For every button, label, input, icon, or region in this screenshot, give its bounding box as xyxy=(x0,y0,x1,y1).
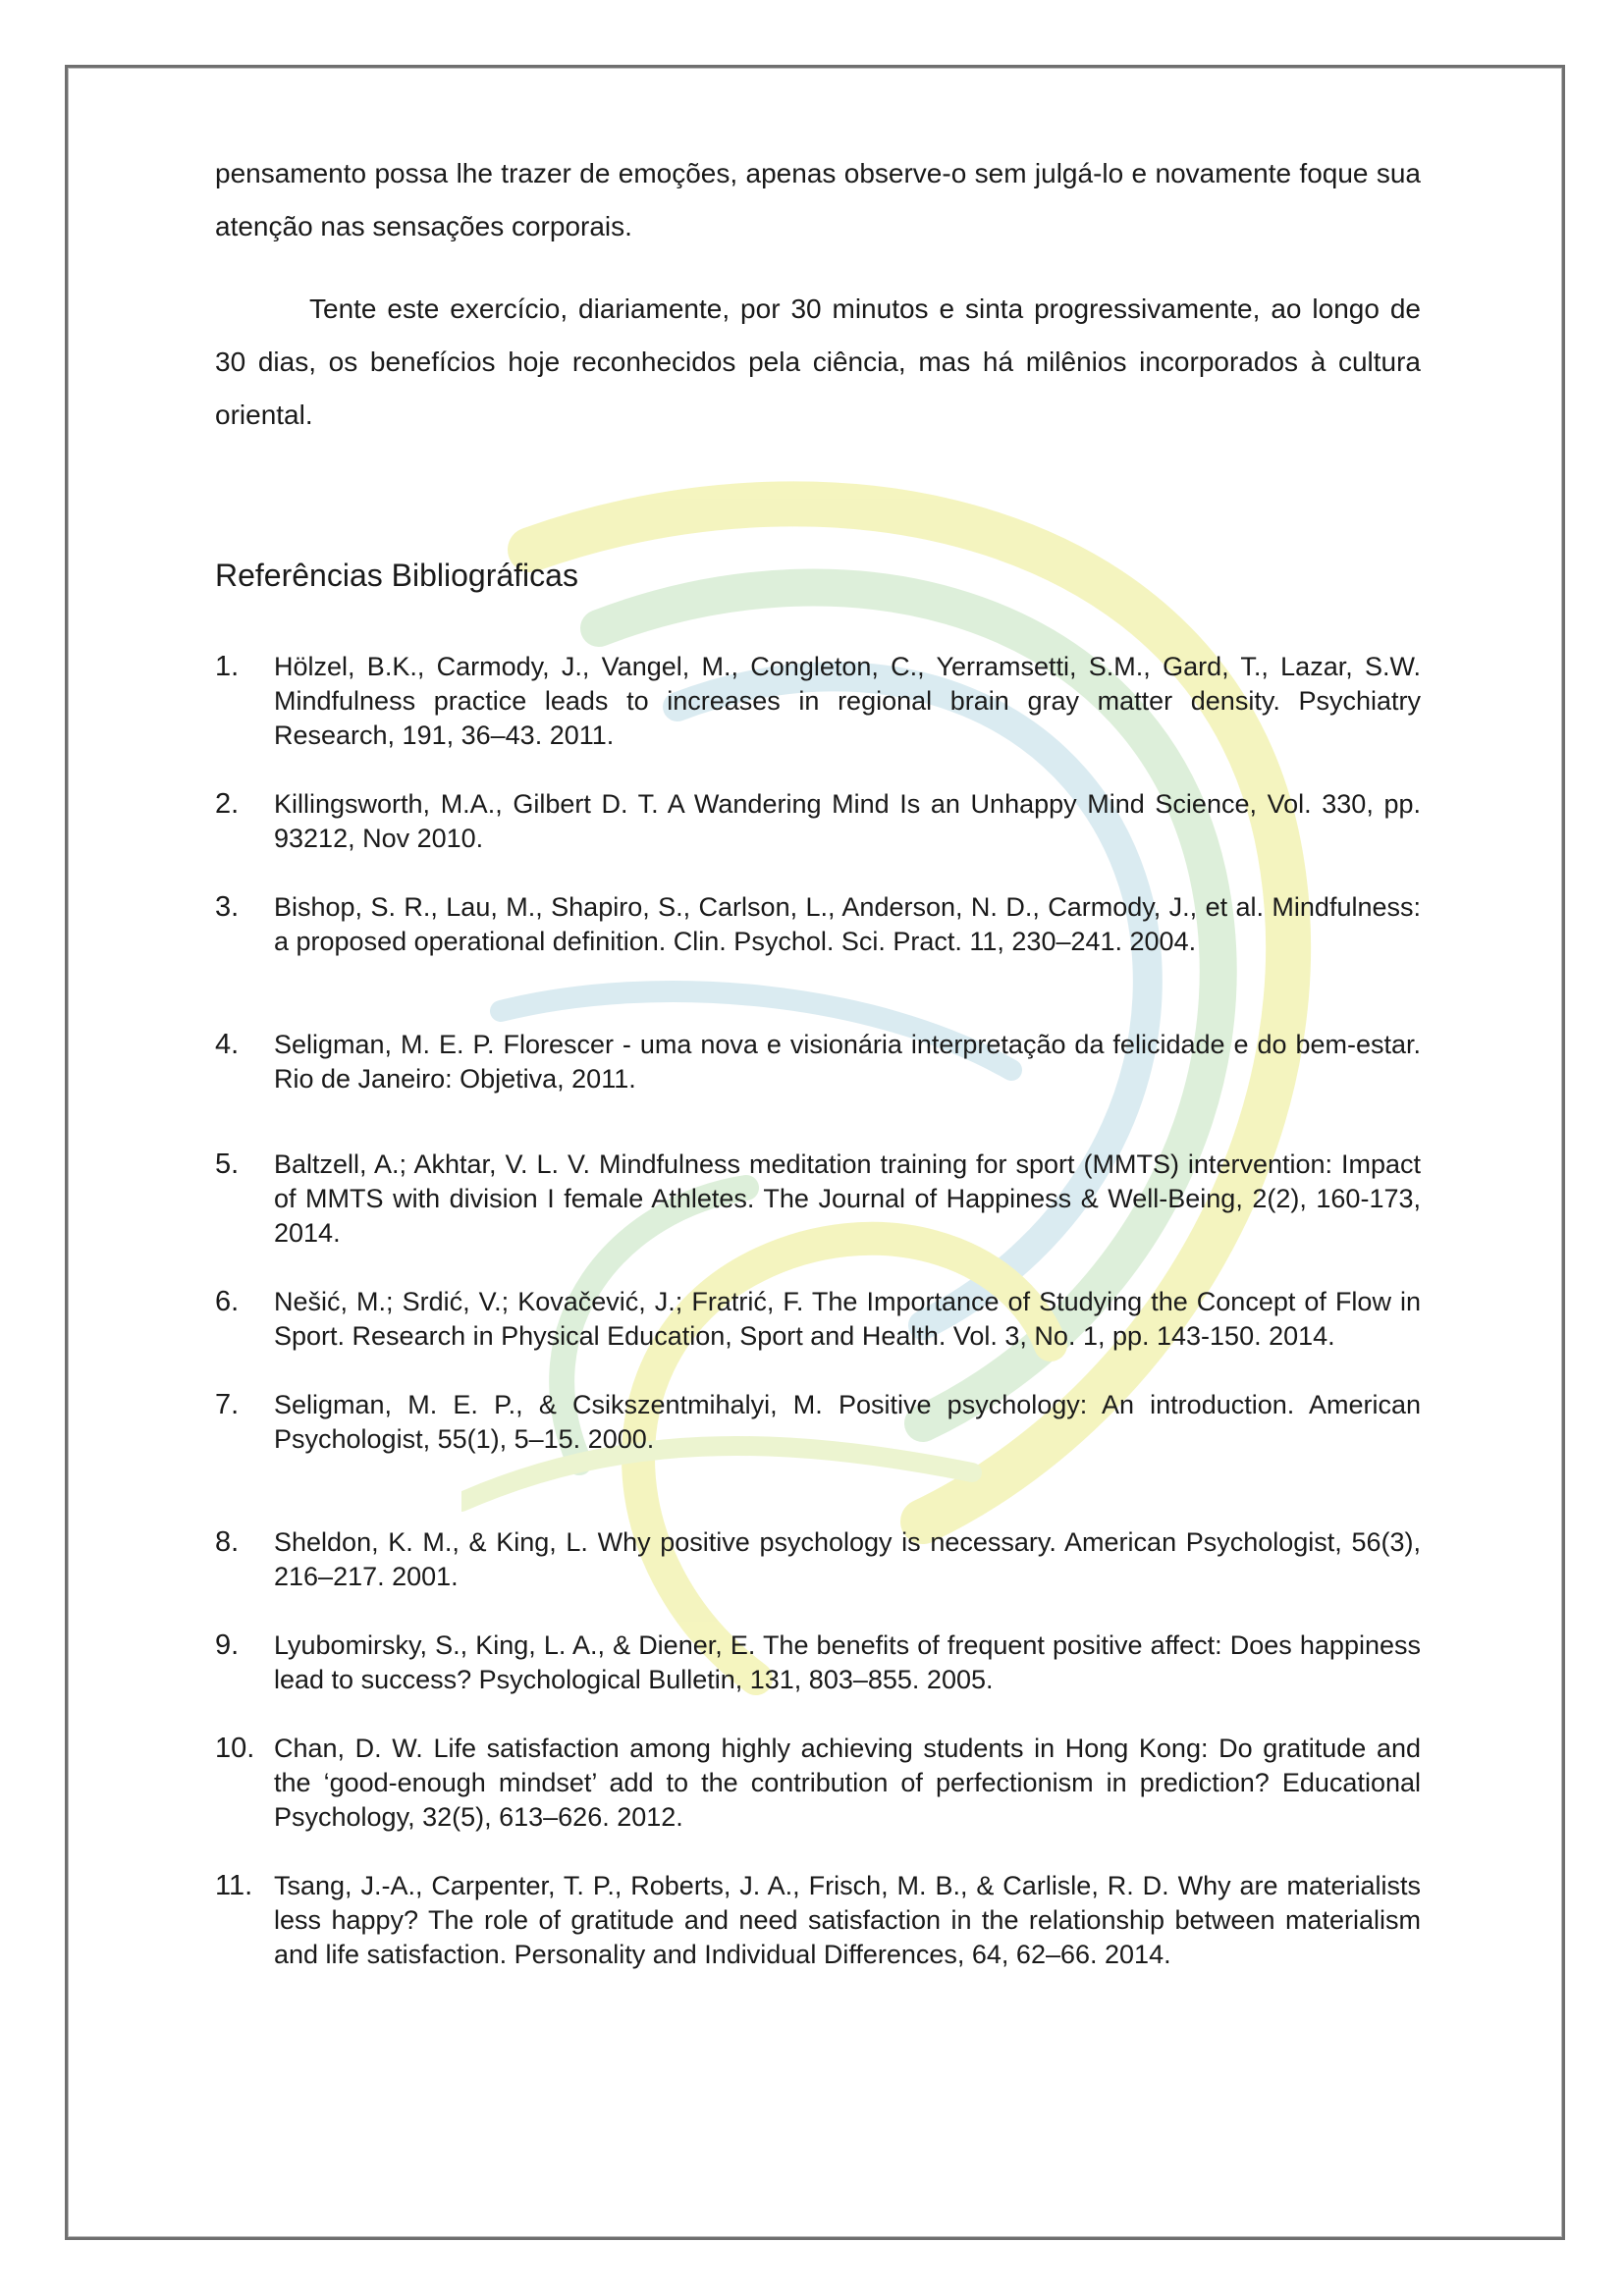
reference-text: Chan, D. W. Life satisfaction among highly achieving students in Hong Kong: Do gratitude and the ‘good-enough mindset’ add to the contribution of perfectionism in prediction? Educational Psychology, 32(5), 613–626. 2012. xyxy=(274,1734,1421,1832)
reference-item xyxy=(215,650,1421,753)
references-heading: Referências Bibliográficas xyxy=(215,558,578,593)
reference-number: 4. xyxy=(215,1029,240,1060)
reference-text: Hölzel, B.K., Carmody, J., Vangel, M., Congleton, C., Yerramsetti, S.M., Gard, T., Lazar, S.W. Mindfulness practice leads to increases in regional brain gray matter density. Psychiatry Research, 191, 36–43. 2011. xyxy=(274,652,1421,750)
body-paragraph-1: pensamento possa lhe trazer de emoções, apenas observe-o sem julgá-lo e novamente foque sua atenção nas sensações corporais. xyxy=(215,158,1421,241)
reference-number: 6. xyxy=(215,1286,240,1317)
reference-item xyxy=(215,1525,1421,1594)
document-content xyxy=(215,147,1421,1972)
references-list xyxy=(215,650,1421,1972)
body-paragraph-2: Tente este exercício, diariamente, por 30 minutos e sinta progressivamente, ao longo de 30 dias, os benefícios hoje reconhecidos pela ciência, mas há milênios incorporados à cultura oriental. xyxy=(215,294,1421,430)
reference-text: Nešić, M.; Srdić, V.; Kovačević, J.; Fratrić, F. The Importance of Studying the Concept of Flow in Sport. Research in Physical Education, Sport and Health. Vol. 3, No. 1, pp. 143-150. 2014. xyxy=(274,1287,1421,1351)
reference-number: 10. xyxy=(215,1733,255,1764)
reference-text: Sheldon, K. M., & King, L. Why positive psychology is necessary. American Psychologist, 56(3), 216–217. 2001. xyxy=(274,1527,1421,1591)
reference-item xyxy=(215,890,1421,959)
reference-item xyxy=(215,1629,1421,1697)
reference-item xyxy=(215,1388,1421,1457)
reference-item xyxy=(215,1028,1421,1096)
reference-text: Lyubomirsky, S., King, L. A., & Diener, E. The benefits of frequent positive affect: Does happiness lead to success? Psychological Bulletin, 131, 803–855. 2005. xyxy=(274,1630,1421,1694)
reference-number: 8. xyxy=(215,1526,240,1558)
reference-number: 9. xyxy=(215,1629,240,1661)
reference-item xyxy=(215,787,1421,856)
reference-item xyxy=(215,1148,1421,1251)
reference-text: Killingsworth, M.A., Gilbert D. T. A Wandering Mind Is an Unhappy Mind Science, Vol. 330, pp. 93212, Nov 2010. xyxy=(274,789,1421,853)
reference-number: 2. xyxy=(215,788,240,820)
reference-text: Tsang, J.-A., Carpenter, T. P., Roberts, J. A., Frisch, M. B., & Carlisle, R. D. Why are materialists less happy? The role of gratitude and need satisfaction in the relationship between materialism and life satisfaction. Personality and Individual Differences, 64, 62–66. 2014. xyxy=(274,1871,1421,1969)
reference-number: 3. xyxy=(215,891,240,923)
reference-item xyxy=(215,1869,1421,1972)
reference-text: Baltzell, A.; Akhtar, V. L. V. Mindfulness meditation training for sport (MMTS) intervention: Impact of MMTS with division I female Athletes. The Journal of Happiness & Well-Being, 2(2), 160-173, 2014. xyxy=(274,1149,1421,1248)
reference-item xyxy=(215,1732,1421,1835)
reference-number: 7. xyxy=(215,1389,240,1420)
reference-number: 11. xyxy=(215,1870,253,1901)
reference-text: Bishop, S. R., Lau, M., Shapiro, S., Carlson, L., Anderson, N. D., Carmody, J., et al. Mindfulness: a proposed operational definition. Clin. Psychol. Sci. Pract. 11, 230–241. 2004. xyxy=(274,892,1421,956)
reference-number: 1. xyxy=(215,651,240,682)
reference-text: Seligman, M. E. P. Florescer - uma nova e visionária interpretação da felicidade e do bem-estar. Rio de Janeiro: Objetiva, 2011. xyxy=(274,1030,1421,1094)
reference-number: 5. xyxy=(215,1148,240,1180)
reference-item xyxy=(215,1285,1421,1354)
reference-text: Seligman, M. E. P., & Csikszentmihalyi, M. Positive psychology: An introduction. American Psychologist, 55(1), 5–15. 2000. xyxy=(274,1390,1421,1454)
